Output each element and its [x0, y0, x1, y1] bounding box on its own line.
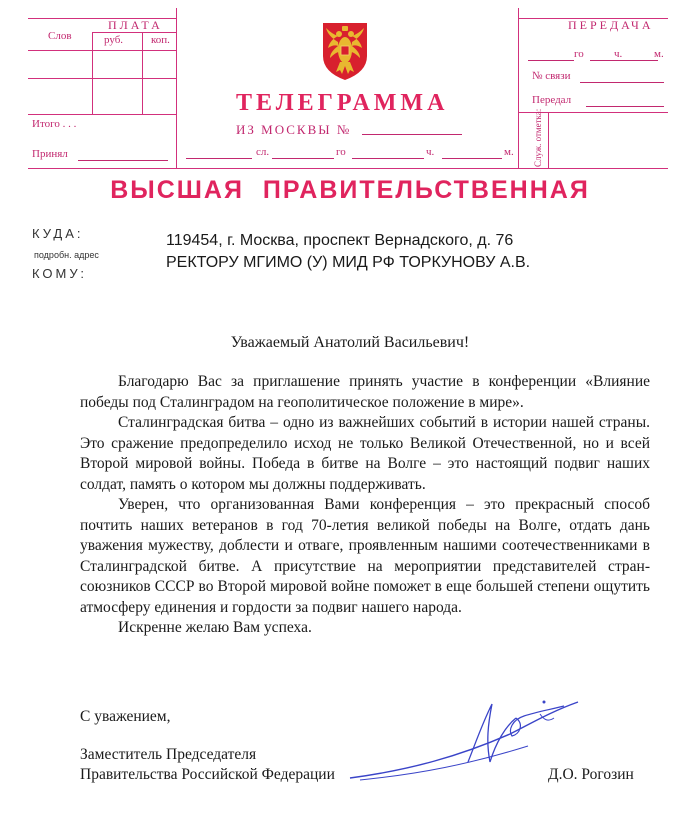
to-where-label: КУДА: — [32, 226, 84, 241]
service-mark-label: Служ. отметка: — [533, 108, 543, 167]
signatory: Д.О. Рогозин — [548, 766, 634, 783]
transfer-year: го — [574, 48, 584, 60]
payment-header: ПЛАТА — [108, 18, 163, 32]
handwritten-signature — [340, 690, 590, 790]
transmitted-label: Передал — [532, 94, 572, 106]
classification-title: ВЫСШАЯ ПРАВИТЕЛЬСТВЕННАЯ — [110, 176, 590, 204]
letter-body — [80, 372, 650, 639]
connection-no-label: № связи — [532, 70, 571, 82]
rub-label: руб. — [104, 34, 124, 46]
from-minute: м. — [504, 146, 514, 158]
detail-address-label: подробн. адрес — [34, 250, 99, 260]
closing: С уважением, — [80, 708, 171, 725]
words-label: Слов — [48, 30, 72, 42]
paragraph-4: Искренне желаю Вам успеха. — [118, 619, 312, 636]
recipient-line: РЕКТОРУ МГИМО (У) МИД РФ ТОРКУНОВУ А.В. — [166, 254, 531, 271]
paragraph-1: Благодарю Вас за приглашение принять участие в конференции «Влияние победы под Сталинградом на геополитическое положение в мире». — [80, 373, 650, 411]
position-line-2: Правительства Российской Федерации — [80, 766, 335, 783]
telegram-title: ТЕЛЕГРАММА — [236, 90, 449, 116]
total-label: Итого . . . — [32, 118, 77, 130]
position-line-1: Заместитель Председателя — [80, 746, 257, 763]
transfer-header: ПЕРЕДАЧА — [568, 18, 654, 32]
from-year: го — [336, 146, 346, 158]
kop-label: коп. — [151, 34, 170, 46]
russian-coat-of-arms-emblem — [320, 20, 370, 82]
greeting: Уважаемый Анатолий Васильевич! — [230, 334, 470, 351]
address-line: 119454, г. Москва, проспект Вернадского, д. 76 — [166, 232, 514, 249]
paragraph-3: Уверен, что организованная Вами конференция – это прекрасный способ почтить наших ветеранов в год 70-летия великой победы на Волге, отдать дань уважения мужеству, доблести и отваге, проявленным нашими соотечественниками в Сталинградской битве. А присутствие на мероприятии представителей стран-союзников СССР во Второй мировой войне поможет в еще большей степени ощутить атмосферу единения и гордости за подвиг нашего народа. — [80, 496, 650, 616]
transfer-hour: ч. — [614, 48, 623, 60]
from-hour: ч. — [426, 146, 435, 158]
to-whom-label: КОМУ: — [32, 266, 87, 281]
transfer-minute: м. — [654, 48, 664, 60]
received-from-suffix: сл. — [256, 146, 270, 158]
from-label: ИЗ МОСКВЫ № — [236, 122, 352, 137]
received-label: Принял — [32, 148, 68, 160]
paragraph-2: Сталинградская битва – одно из важнейших событий в истории нашей страны. Это сражение предопределило исход не только Великой Отечественной, но и всей Второй мировой войны. Победа в битве на Волге – это настоящий подвиг наших солдат, память о котором мы должны поддерживать. — [80, 414, 650, 493]
